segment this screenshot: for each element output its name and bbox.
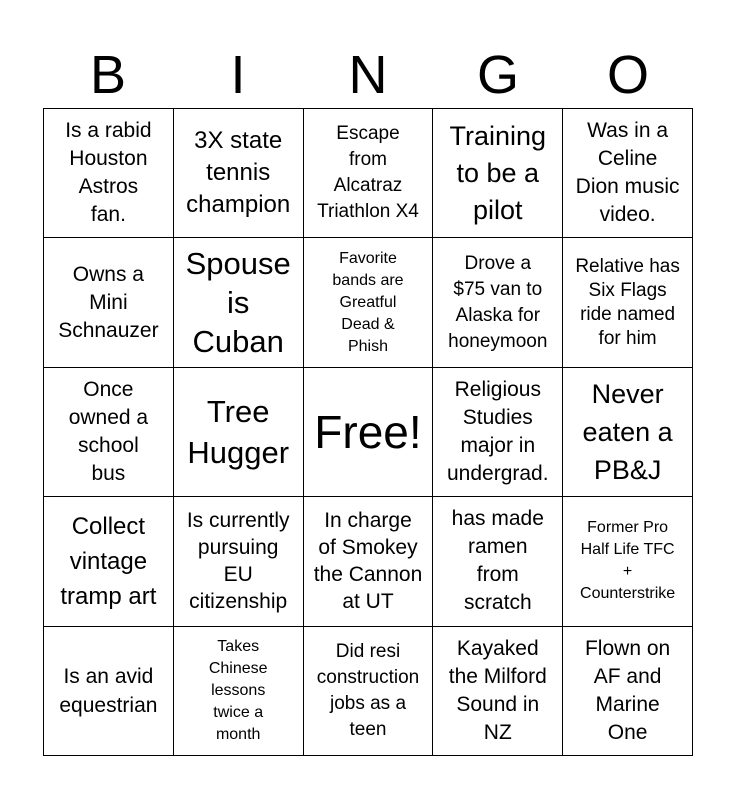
free-space-label: Free! xyxy=(314,405,422,458)
cell-text: 3X state tennis champion xyxy=(186,127,291,219)
cell-text: has made ramen from scratch xyxy=(451,507,544,615)
cell-text: Spouse is Cuban xyxy=(185,246,291,360)
bingo-header xyxy=(43,44,693,106)
bingo-cell[interactable] xyxy=(44,368,174,497)
cell-text: Is currently pursuing EU citizenship xyxy=(186,509,290,614)
header-letter-i: I xyxy=(230,45,246,105)
cell-text: Is a rabid Houston Astros fan. xyxy=(65,119,152,227)
free-space[interactable] xyxy=(304,368,434,497)
bingo-cell[interactable] xyxy=(563,368,693,497)
bingo-cell[interactable] xyxy=(433,109,563,238)
bingo-cell[interactable] xyxy=(174,368,304,497)
cell-text: Once owned a school bus xyxy=(68,377,149,485)
bingo-cell[interactable] xyxy=(174,627,304,756)
cell-text: Escape from Alcatraz Triathlon X4 xyxy=(317,123,419,223)
cell-text: Relative has Six Flags ride named for him xyxy=(575,255,680,349)
cell-text: Flown on AF and Marine One xyxy=(584,636,671,744)
bingo-cell[interactable] xyxy=(44,109,174,238)
cell-text: Religious Studies major in undergrad. xyxy=(447,377,549,485)
cell-text: In charge of Smokey the Cannon at UT xyxy=(313,509,423,614)
cell-text: Was in a Celine Dion music video. xyxy=(575,119,680,227)
cell-text: Former Pro Half Life TFC + Counterstrike xyxy=(580,519,676,603)
bingo-cell[interactable] xyxy=(433,627,563,756)
bingo-cell[interactable] xyxy=(563,238,693,367)
bingo-cell[interactable] xyxy=(304,497,434,626)
bingo-cell[interactable] xyxy=(44,627,174,756)
bingo-cell[interactable] xyxy=(304,238,434,367)
bingo-cell[interactable] xyxy=(174,109,304,238)
bingo-cell[interactable] xyxy=(563,497,693,626)
cell-text: Owns a Mini Schnauzer xyxy=(58,262,159,342)
bingo-cell[interactable] xyxy=(433,368,563,497)
header-letter-o: O xyxy=(606,45,649,105)
bingo-cell[interactable] xyxy=(44,238,174,367)
bingo-cell[interactable] xyxy=(304,109,434,238)
cell-text: Did resi construction jobs as a teen xyxy=(316,640,420,740)
bingo-cell[interactable] xyxy=(174,497,304,626)
cell-text: Takes Chinese lessons twice a month xyxy=(208,637,268,743)
cell-text: Favorite bands are Greatful Dead & Phish xyxy=(332,249,404,355)
cell-text: Never eaten a PB&J xyxy=(582,378,673,485)
bingo-cell[interactable] xyxy=(174,238,304,367)
bingo-cell[interactable] xyxy=(304,627,434,756)
cell-text: Drove a $75 van to Alaska for honeymoon xyxy=(448,252,548,352)
bingo-cell[interactable] xyxy=(563,627,693,756)
cell-text: Tree Hugger xyxy=(187,393,290,470)
header-letter-g: G xyxy=(476,45,519,105)
bingo-grid xyxy=(43,108,693,756)
bingo-cell[interactable] xyxy=(563,109,693,238)
cell-text: Kayaked the Milford Sound in NZ xyxy=(448,636,547,744)
bingo-cell[interactable] xyxy=(433,238,563,367)
bingo-cell[interactable] xyxy=(44,497,174,626)
cell-text: Is an avid equestrian xyxy=(59,664,158,717)
cell-text: Training to be a pilot xyxy=(449,120,547,225)
bingo-cell[interactable] xyxy=(433,497,563,626)
header-letter-b: B xyxy=(89,45,127,105)
header-letter-n: N xyxy=(348,45,388,105)
cell-text: Collect vintage tramp art xyxy=(60,512,157,610)
